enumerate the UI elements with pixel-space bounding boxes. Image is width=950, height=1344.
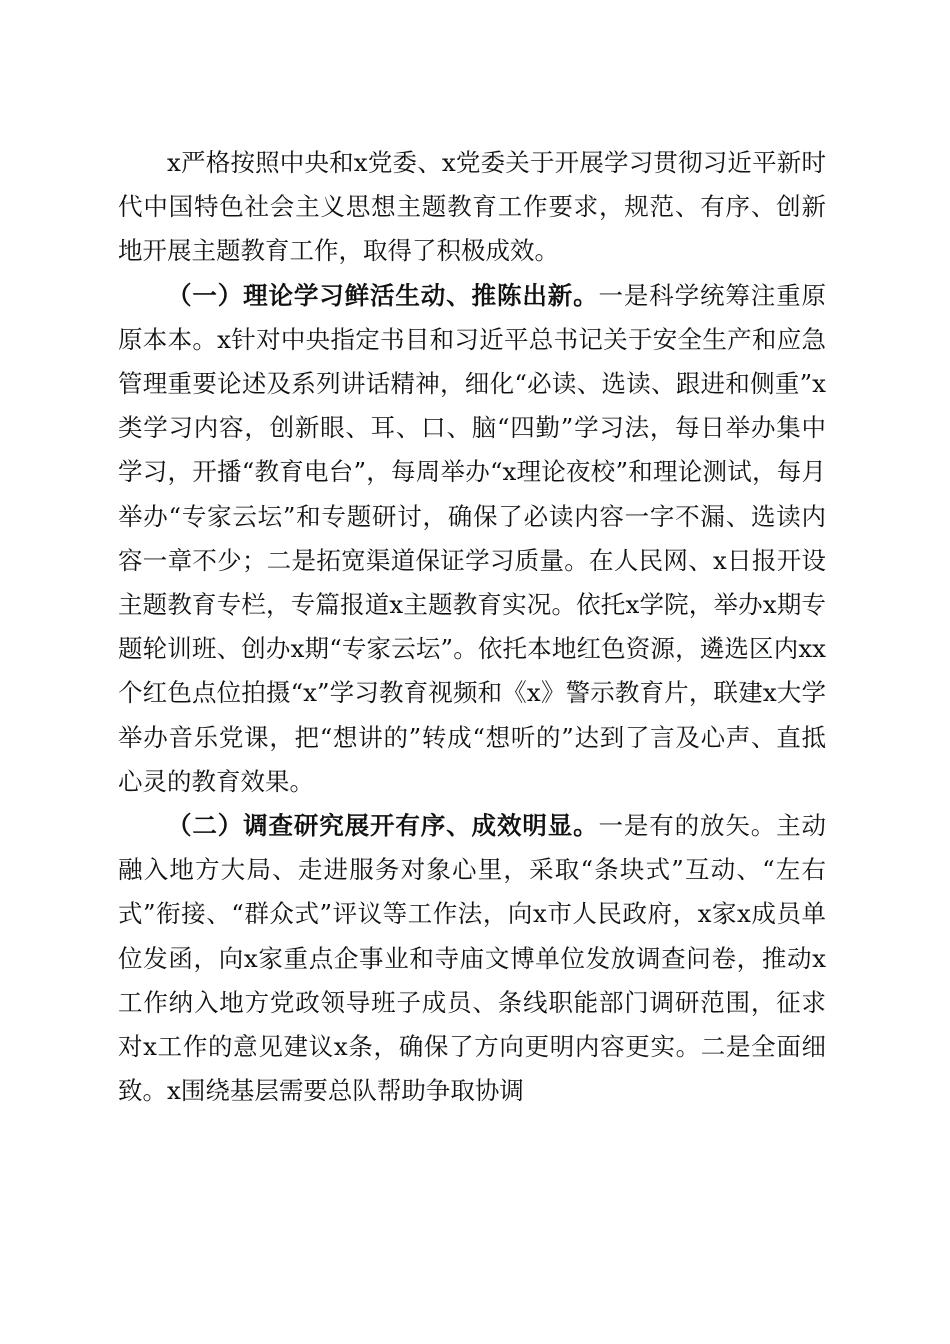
- section-1-body: 一是科学统筹注重原原本本。x针对中央指定书目和习近平总书记关于安全生产和应急管理重要论述及系列讲话精神，细化“必读、选读、跟进和侧重”x类学习内容，创新眼、耳、口、脑“四勤”学习法，每日举办集中学习，开播“教育电台”，每周举办“x理论夜校”和理论测试，每月举办“专家云坛”和专题研讨，确保了必读内容一字不漏、选读内容一章不少；二是拓宽渠道保证学习质量。在人民网、x日报开设主题教育专栏，专篇报道x主题教育实况。依托x学院，举办x期专题轮训班、创办x期“专家云坛”。依托本地红色资源，遴选区内xx个红色点位拍摄“x”学习教育视频和《x》警示教育片，联建x大学举办音乐党课，把“想讲的”转成“想听的”达到了言及心声、直抵心灵的教育效果。: [118, 280, 827, 796]
- section-2-paragraph: [118, 804, 826, 1113]
- section-2-body: 一是有的放矢。主动融入地方大局、走进服务对象心里，采取“条块式”互动、“左右式”衔接、“群众式”评议等工作法，向x市人民政府，x家x成员单位发函，向x家重点企事业和寺庙文博单位发放调查问卷，推动x工作纳入地方党政领导班子成员、条线职能部门调研范围，征求对x工作的意见建议x条，确保了方向更明内容更实。二是全面细致。x围绕基层需要总队帮助争取协调: [118, 811, 827, 1106]
- section-2-heading: （二）调查研究展开有序、成效明显。: [167, 811, 599, 841]
- document-body: [118, 141, 826, 1113]
- intro-paragraph: x严格按照中央和x党委、x党委关于开展学习贯彻习近平新时代中国特色社会主义思想主题教育工作要求，规范、有序、创新地开展主题教育工作，取得了积极成效。: [118, 148, 826, 266]
- section-1-heading: （一）理论学习鲜活生动、推陈出新。: [167, 280, 599, 310]
- section-1-paragraph: [118, 274, 826, 804]
